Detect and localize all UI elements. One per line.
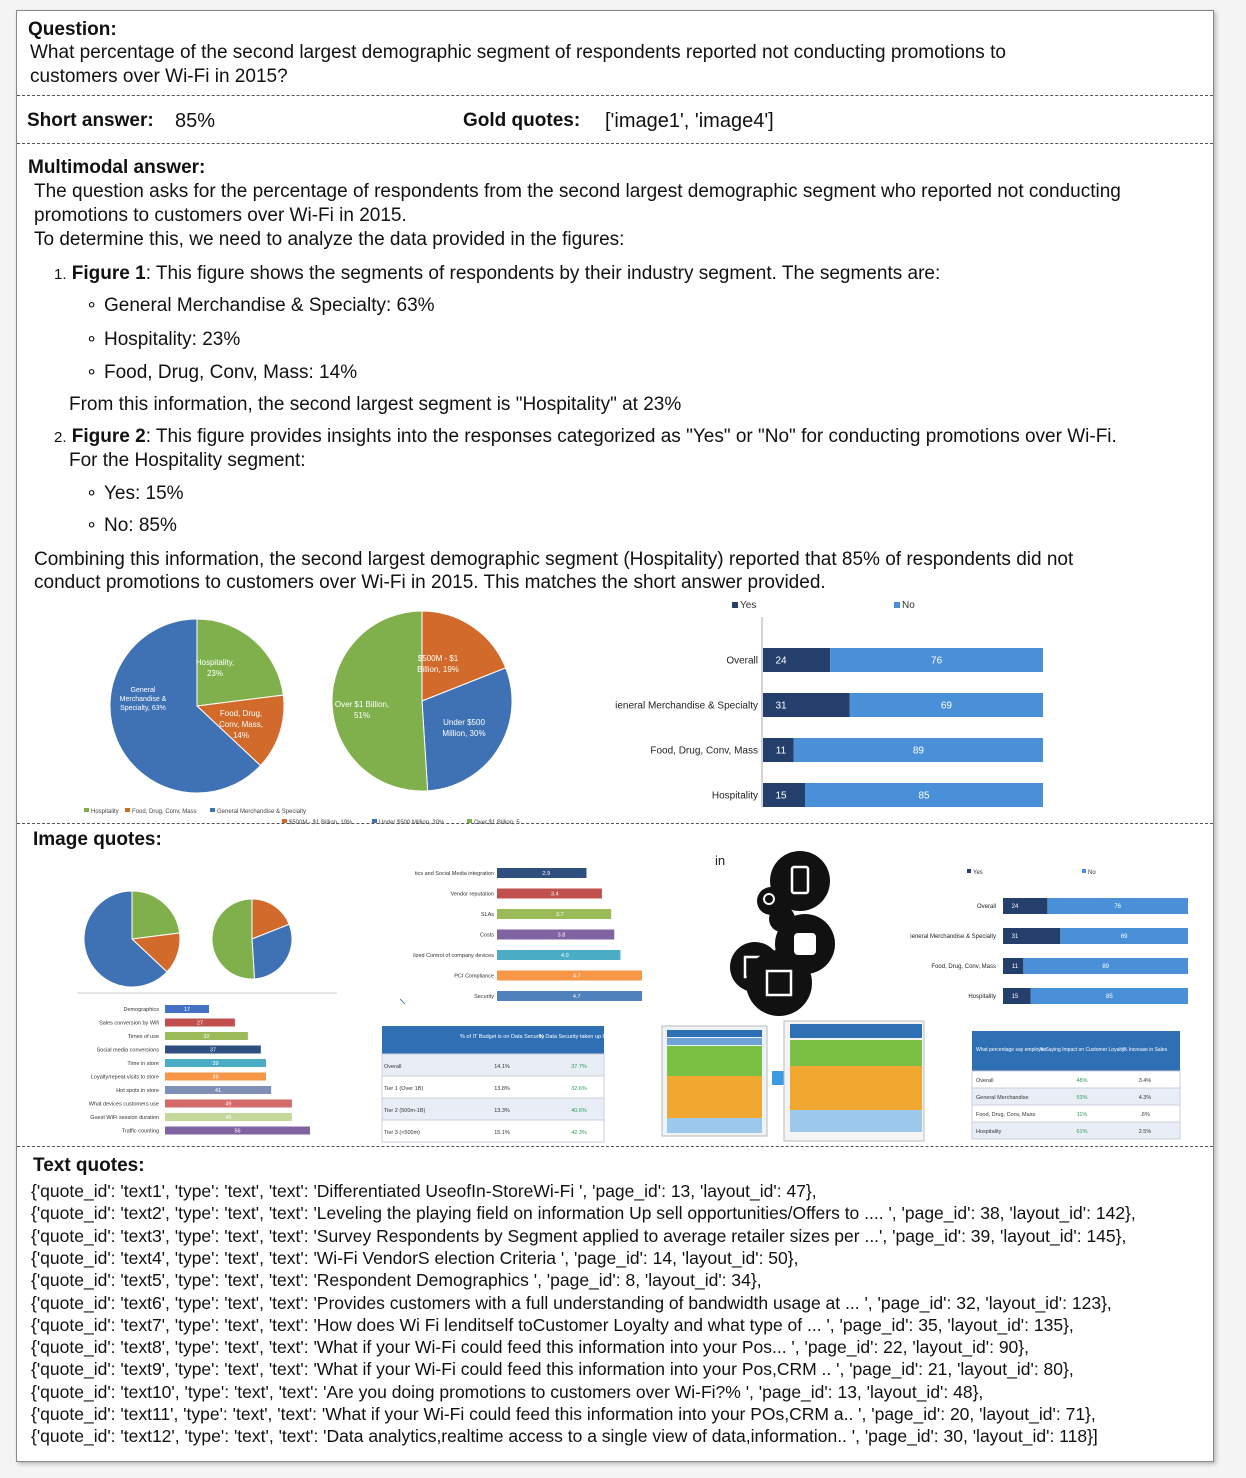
image-quotes-label: Image quotes: — [33, 829, 162, 850]
image-quote-promotions-thumb — [872, 866, 1182, 1006]
data-label: 76 — [1114, 904, 1122, 910]
legend-item: Hospitality — [91, 809, 119, 815]
list-item-figure-2 — [54, 426, 1117, 448]
image-quote-icons-thumb — [707, 841, 857, 1021]
thumb-text: in — [715, 853, 726, 868]
data-label: 24 — [1011, 904, 1019, 910]
text-quote-line: {'quote_id': 'text4', 'type': 'text', 'text': 'Wi-Fi VendorS election Criteria ', 'page_id': 14, 'layout_id': 50}, — [31, 1247, 799, 1268]
pie-label: Hospitality, — [195, 658, 235, 667]
text-quote-line: {'quote_id': 'text5', 'type': 'text', 'text': 'Respondent Demographics ', 'page_id': 8, 'layout_id': 34}, — [31, 1270, 762, 1291]
category-label: Hospitality — [711, 790, 758, 802]
bar-label: Times of use — [127, 1034, 159, 1040]
multimodal-answer-label: Multimodal answer: — [28, 157, 206, 178]
data-label: 15 — [775, 790, 787, 802]
table-cell: 48% — [1076, 1078, 1088, 1084]
table-cell: 2.5% — [1138, 1129, 1152, 1135]
bar-label: Demographics — [123, 1007, 159, 1013]
document-page — [16, 10, 1214, 1462]
conclusion-line-2: conduct promotions to customers over Wi-Fi in 2015. This matches the short answer provided. — [34, 572, 826, 593]
bar — [497, 950, 620, 960]
data-label: 76 — [931, 655, 943, 667]
question-line-2: customers over Wi-Fi in 2015? — [30, 66, 288, 87]
bar — [497, 971, 642, 981]
data-label: 15 — [1011, 994, 1019, 1000]
pie-label: Specialty, 63% — [120, 705, 166, 712]
table-cell: 11% — [1076, 1112, 1088, 1118]
pie-label: Food, Drug, — [219, 709, 263, 718]
data-label: 49 — [225, 1115, 232, 1121]
category-label: ieneral Merchandise & Specialty — [615, 700, 758, 712]
image-quote-pies-thumb — [77, 869, 337, 1009]
bar — [497, 930, 614, 940]
bar — [497, 991, 642, 1001]
data-label: 89 — [1102, 964, 1110, 970]
image-quote-loyalty-table-thumb — [957, 1026, 1182, 1151]
question-line-1: What percentage of the second largest demographic segment of respondents reported not conducting promotions to — [30, 42, 1006, 63]
category-label: Food, Drug, Conv, Mass — [650, 745, 758, 757]
image-quote-application-table-thumb — [662, 1016, 922, 1141]
data-label: 4.7 — [572, 973, 581, 980]
table-cell: Overall — [976, 1078, 994, 1084]
table-cell: 13.3% — [494, 1108, 510, 1114]
bullet-item: ∘ Yes: 15% — [104, 483, 184, 505]
table-cell: 13.8% — [494, 1086, 510, 1092]
bar-yes — [763, 648, 830, 672]
table-cell: 61% — [1076, 1129, 1088, 1135]
bar-label: PCI Compliance — [454, 973, 494, 980]
data-label: 49 — [225, 1101, 232, 1108]
figure-2-stacked-bar-chart — [597, 597, 1057, 807]
bar-label: Traffic counting — [121, 1128, 159, 1135]
list-number: 2. — [54, 429, 67, 446]
text-quote-line: {'quote_id': 'text10', 'type': 'text', 'text': 'Are you doing promotions to customers over Wi-Fi?% ', 'page_id': 13, 'layout_id': 48}, — [31, 1381, 984, 1402]
bullet-item: ∘ General Merchandise & Specialty: 63% — [104, 295, 435, 317]
image-quote-demographics-thumb — [47, 991, 347, 1135]
bar-label: Loyalty/repeat visits to store — [90, 1074, 159, 1081]
data-label: 11 — [775, 745, 787, 757]
bar-label: Hot spots in store — [116, 1088, 159, 1094]
bar-yes — [1003, 898, 1047, 914]
answer-intro-line-1: The question asks for the percentage of respondents from the second largest demographic segment who reported not conducting — [34, 181, 1121, 202]
data-label: 85 — [918, 790, 930, 802]
table-header: % Saying Impact on Customer Loyalty — [1039, 1047, 1125, 1053]
table-cell: Overall — [384, 1064, 402, 1070]
gold-quotes-label: Gold quotes: — [463, 110, 581, 131]
answer-intro-line-2: promotions to customers over Wi-Fi in 2015. — [34, 205, 407, 226]
text-quote-line: {'quote_id': 'text8', 'type': 'text', 'text': 'What if your Wi-Fi could feed this information into your Pos... ', 'page_id': 22, 'layout_id': 90}, — [31, 1337, 1029, 1358]
text-quote-line: {'quote_id': 'text7', 'type': 'text', 'text': 'How does Wi Fi lenditself toCustomer Loyalty and what type of ... ', 'page_id': 35, 'layout_id': 135}, — [31, 1314, 1074, 1335]
table-cell: Tier 2 (500m-1B) — [384, 1108, 426, 1114]
answer-intro-line-3: To determine this, we need to analyze the data provided in the figures: — [34, 229, 625, 250]
table-cell: Tier 3 (<500m) — [384, 1130, 421, 1136]
image-quote-vendor-criteria-thumb — [367, 856, 637, 1006]
bar-label: tics and Social Media integration — [414, 871, 494, 877]
table-cell: .6% — [1140, 1112, 1150, 1118]
category-label: ieneral Merchandise & Specialty — [910, 934, 996, 940]
data-label: 24 — [775, 655, 787, 667]
bullet-item: ∘ Food, Drug, Conv, Mass: 14% — [104, 362, 357, 384]
question-text — [30, 41, 1200, 89]
data-label: 3.8 — [557, 932, 566, 939]
table-cell: 4.3% — [1138, 1095, 1152, 1101]
category-label: Overall — [726, 655, 758, 667]
gold-quotes-value: ['image1', 'image4'] — [605, 110, 774, 132]
legend-yes: Yes — [973, 870, 983, 876]
short-answer-value: 85% — [175, 110, 216, 132]
bar-label: lized Control of company devices — [413, 953, 494, 959]
text-quote-line: {'quote_id': 'text11', 'type': 'text', 'text': 'What if your Wi-Fi could feed this information into your POs,CRM a.. ', 'page_id': 20, 'layout_id': 71}, — [31, 1404, 1096, 1424]
text-quote-line: {'quote_id': 'text9', 'type': 'text', 'text': 'What if your Wi-Fi could feed this information into your Pos,CRM .. ', 'page_id': 21, 'layout_id': 80}, — [31, 1359, 1074, 1380]
table-cell: 37.7% — [571, 1064, 587, 1070]
data-label: 4.7 — [572, 994, 581, 1000]
data-label: 2.9 — [542, 871, 551, 877]
pie-label: Merchandise & — [119, 696, 167, 703]
bar-label: Time in store — [127, 1061, 159, 1067]
pie-label: Over $1 Billion, — [334, 700, 390, 709]
divider — [17, 823, 1213, 824]
data-label: 11 — [1011, 964, 1019, 970]
store-icon — [746, 950, 812, 1016]
pie-label: $500M - $1 — [417, 654, 459, 663]
data-label: 56 — [234, 1128, 241, 1135]
bar-label: Security — [474, 994, 494, 1000]
pie-label: Billion, 19% — [417, 665, 459, 674]
figure-1-text: : This figure shows the segments of respondents by their industry segment. The segments are: — [145, 263, 941, 284]
data-label: 31 — [775, 700, 787, 712]
table-header: % Data Security taken up by PCI — [538, 1034, 620, 1040]
image-quote-security-table-thumb — [362, 1016, 620, 1141]
data-label: 39 — [212, 1074, 219, 1081]
figure-2-title: Figure 2 — [71, 426, 146, 447]
bar-label: SLAs — [480, 912, 494, 918]
table-cell: Hospitality — [976, 1129, 1002, 1135]
pie-label: 14% — [232, 731, 250, 740]
bullet-item: ∘ Hospitality: 23% — [104, 329, 240, 351]
thumb-pie-chart — [212, 899, 292, 979]
divider — [17, 1146, 1213, 1147]
pie-label: 23% — [206, 669, 224, 678]
pie-label: Million, 30% — [442, 729, 486, 738]
pie-label: Conv, Mass, — [219, 720, 263, 729]
table-header: % of IT Budget is on Data Security — [460, 1034, 544, 1040]
table-cell: 14.1% — [494, 1064, 510, 1070]
text-quote-line: {'quote_id': 'text12', 'type': 'text', 'text': 'Data analytics,realtime access to a single view of data,information.. ', 'page_id': 30, 'layout_id': 118}] — [31, 1426, 1098, 1447]
pie-label: 51% — [353, 711, 371, 720]
bullet-item: ∘ No: 85% — [104, 515, 177, 537]
data-label: 69 — [940, 700, 952, 712]
table-cell: 32.6% — [571, 1086, 587, 1092]
data-label: 3.7 — [555, 912, 564, 918]
legend-no: No — [1088, 870, 1096, 876]
bar-label: Vendor reputation — [450, 891, 494, 898]
pie-label: General — [130, 687, 156, 694]
list-number: 1. — [54, 266, 67, 283]
bar-label: Guest WiFi session duration — [90, 1115, 159, 1121]
figure-1-pie-charts — [91, 601, 542, 826]
legend-item: Food, Drug, Conv, Mass — [132, 809, 197, 815]
data-label: 31 — [1011, 934, 1019, 940]
text-quote-line: {'quote_id': 'text3', 'type': 'text', 'text': 'Survey Respondents by Segment applied to average retailer sizes per ...', 'page_id': 39, 'layout_id': 145}, — [31, 1225, 1127, 1246]
divider — [17, 95, 1213, 96]
table-header: What percentage say employee — [976, 1047, 1047, 1053]
pie-slice — [132, 891, 180, 939]
legend-item: Over $1 Billion, 5 — [474, 820, 520, 826]
table-cell: 3.4% — [1138, 1078, 1152, 1084]
bar — [497, 889, 602, 899]
bar-label: Costs — [479, 932, 494, 939]
category-label: Food, Drug, Conv, Mass — [931, 964, 996, 970]
category-label: Hospitality — [968, 994, 996, 1000]
data-label: 32 — [203, 1034, 210, 1040]
pie-slice — [212, 899, 255, 979]
question-label: Question: — [28, 19, 117, 40]
table-cell: 53% — [1076, 1095, 1088, 1101]
text-quote-line: {'quote_id': 'text2', 'type': 'text', 'text': 'Leveling the playing field on information Up sell opportunities/Offers to .... ', 'page_id': 38, 'layout_id': 142}, — [31, 1203, 1136, 1224]
table-cell: Food, Drug, Conv, Mass — [976, 1112, 1036, 1118]
legend-item: General Merchandise & Specialty — [217, 809, 307, 815]
legend-item: $500M - $1 Billion, 19% — [289, 820, 353, 826]
list-item-figure-1 — [54, 263, 940, 285]
conclusion-line-1: Combining this information, the second largest demographic segment (Hospitality) reported that 85% of respondents did not — [34, 549, 1074, 570]
table-cell: 42.3% — [571, 1130, 587, 1136]
data-label: 39 — [212, 1061, 219, 1067]
text-quote-line: {'quote_id': 'text6', 'type': 'text', 'text': 'Provides customers with a full understanding of bandwidth usage at ... ', 'page_id': 32, 'layout_id': 123}, — [31, 1292, 1112, 1313]
data-label: 89 — [912, 745, 924, 757]
data-label: 27 — [196, 1020, 204, 1027]
data-label: 37 — [209, 1047, 216, 1054]
figure-2-text-2: For the Hospitality segment: — [69, 450, 306, 471]
pie-label: Under $500 — [443, 718, 485, 727]
divider — [17, 143, 1213, 144]
data-label: 4.0 — [561, 953, 569, 959]
bar-label: What devices customers use — [88, 1101, 159, 1108]
thumb-pie-chart — [84, 891, 180, 987]
bar — [497, 909, 611, 919]
legend-yes: Yes — [740, 600, 757, 611]
table-cell: General Merchandise — [976, 1095, 1029, 1101]
data-label: 17 — [183, 1007, 191, 1013]
short-answer-label: Short answer: — [27, 110, 154, 131]
table-cell: Tier 1 (Over 1B) — [384, 1086, 424, 1092]
category-label: Overall — [976, 904, 996, 910]
legend-item: Under $500 Million, 30% — [379, 820, 445, 826]
data-label: 3.4 — [550, 891, 559, 898]
bar-label: Sales conversion by Wifi — [99, 1020, 159, 1027]
text-quote-line: {'quote_id': 'text1', 'type': 'text', 'text': 'Differentiated UseofIn-StoreWi-Fi ', 'page_id': 13, 'layout_id': 47}, — [31, 1181, 817, 1201]
data-label: 85 — [1106, 994, 1113, 1000]
table-header: % Increase in Sales — [1122, 1047, 1168, 1053]
data-label: 69 — [1120, 934, 1128, 940]
figure-1-title: Figure 1 — [71, 263, 146, 284]
figure-2-text: : This figure provides insights into the responses categorized as "Yes" or "No" for conducting promotions over Wi-Fi. — [145, 426, 1117, 447]
text-quotes-label: Text quotes: — [33, 1155, 145, 1176]
data-label: 41 — [215, 1088, 222, 1094]
figure-1-conclusion: From this information, the second largest segment is "Hospitality" at 23% — [69, 394, 682, 415]
bar-label: Social media conversions — [96, 1047, 159, 1054]
table-cell: 40.6% — [571, 1108, 587, 1114]
table-cell: 15.1% — [494, 1130, 510, 1136]
legend-no: No — [902, 600, 915, 611]
